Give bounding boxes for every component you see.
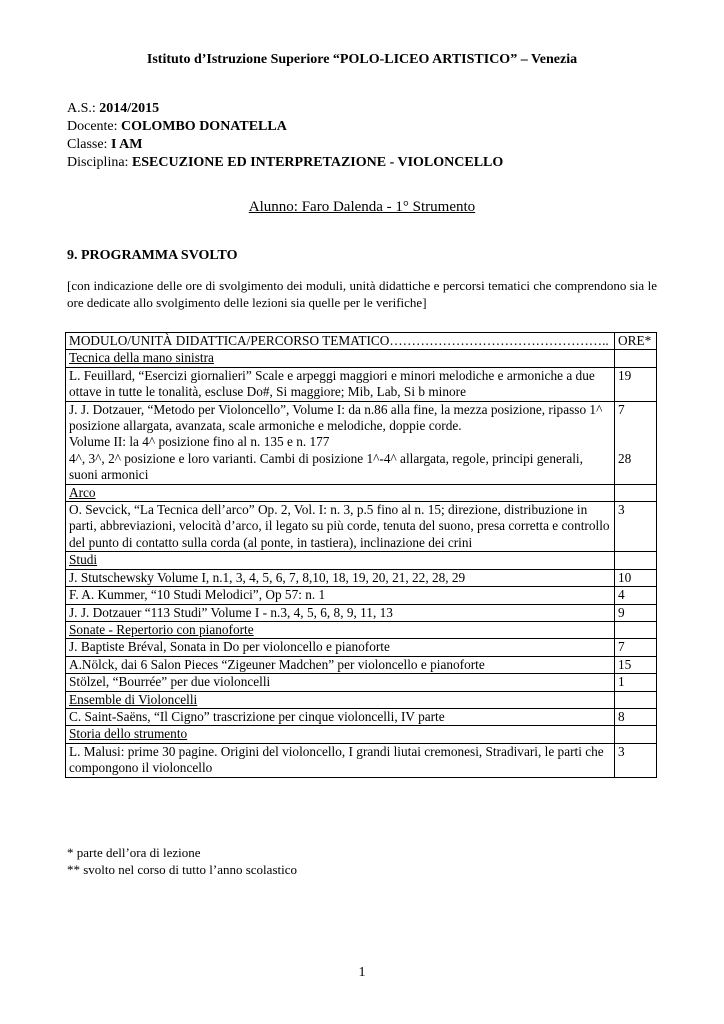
section-row <box>66 726 657 743</box>
hours-cell <box>615 726 657 743</box>
module-text: J. J. Dotzauer, “Metodo per Violoncello”, Volume I: da n.86 alla fine, la mezza posizione, ripasso 1^ posizione allargata, avanzata, scale armoniche e melodiche, doppie corde. <box>69 401 603 434</box>
table-row <box>66 743 657 777</box>
module-cell: O. Sevcick, “La Tecnica dell’arco” Op. 2, Vol. I: n. 3, p.5 fino al n. 15; direzione, distribuzione in parti, abbreviazioni, velocità d’arco, il legato su più corde, tenuta del suono, presa corretta e controllo del punto di contatto sulla corda (al ponte, in tastiera), inclinazione dei crini <box>66 502 615 552</box>
section-title: 9. PROGRAMMA SVOLTO <box>67 248 238 263</box>
section-heading: Ensemble di Violoncelli <box>66 691 615 708</box>
hours-column-header: ORE* <box>615 333 657 350</box>
hours-cell: 7 <box>615 639 657 656</box>
section-row <box>66 350 657 367</box>
table-row <box>66 401 657 484</box>
section-heading: Tecnica della mano sinistra <box>66 350 615 367</box>
table-header-row <box>66 333 657 350</box>
subject-line <box>67 154 503 172</box>
institute-header: Istituto d’Istruzione Superiore “POLO-LICEO ARTISTICO” – Venezia <box>146 52 578 67</box>
teacher-value: COLOMBO DONATELLA <box>121 119 287 134</box>
hours-cell: 8 <box>615 708 657 725</box>
legend <box>67 845 297 878</box>
teacher-label: Docente: <box>67 119 118 134</box>
module-cell: A.Nölck, dai 6 Salon Pieces “Zigeuner Madchen” per violoncello e pianoforte <box>66 656 615 673</box>
class-line <box>67 136 503 154</box>
module-text-continued: Volume II: la 4^ posizione fino al n. 135 e n. 177 4^, 3^, 2^ posizione e loro varianti. Cambi di posizione 1^-4^ allargata, regole, principi generali, suoni armonici <box>69 434 583 483</box>
hours-cell <box>615 621 657 638</box>
hours-cell: 3 <box>615 743 657 777</box>
section-heading: Storia dello strumento <box>66 726 615 743</box>
hours-value: 7 <box>618 401 625 417</box>
hours-cell: 3 <box>615 502 657 552</box>
section-row <box>66 691 657 708</box>
hours-cell <box>615 401 657 484</box>
module-cell: J. Stutschewsky Volume I, n.1, 3, 4, 5, 6, 7, 8,10, 18, 19, 20, 21, 22, 28, 29 <box>66 569 615 586</box>
module-cell: J. Baptiste Bréval, Sonata in Do per violoncello e pianoforte <box>66 639 615 656</box>
section-row <box>66 552 657 569</box>
student-heading: Alunno: Faro Dalenda - 1° Strumento <box>248 199 476 215</box>
class-label: Classe: <box>67 137 108 152</box>
table-row <box>66 639 657 656</box>
table-row <box>66 502 657 552</box>
teacher-line <box>67 118 503 136</box>
hours-cell: 15 <box>615 656 657 673</box>
table-row <box>66 708 657 725</box>
hours-cell <box>615 350 657 367</box>
hours-cell: 1 <box>615 674 657 691</box>
subject-value: ESECUZIONE ED INTERPRETAZIONE - VIOLONCELLO <box>131 155 504 170</box>
hours-cell <box>615 552 657 569</box>
section-note: [con indicazione delle ore di svolgimento dei moduli, unità didattiche e percorsi tematici che comprendono sia le ore dedicate allo svolgimento delle lezioni sia quelle per le verifiche] <box>67 278 657 310</box>
module-cell: F. A. Kummer, “10 Studi Melodici”, Op 57: n. 1 <box>66 587 615 604</box>
module-cell <box>66 401 615 484</box>
page-number: 1 <box>358 965 366 980</box>
program-table <box>65 332 657 778</box>
table-row <box>66 367 657 401</box>
legend-item: * parte dell’ora di lezione <box>67 845 201 860</box>
module-cell: C. Saint-Saëns, “Il Cigno” trascrizione per cinque violoncelli, IV parte <box>66 708 615 725</box>
subject-label: Disciplina: <box>67 155 129 170</box>
course-info <box>67 100 503 172</box>
school-year-value: 2014/2015 <box>99 101 160 116</box>
table-row <box>66 604 657 621</box>
module-column-header: MODULO/UNITÀ DIDATTICA/PERCORSO TEMATICO………………………………………….. <box>66 333 615 350</box>
module-cell: L. Feuillard, “Esercizi giornalieri” Scale e arpeggi maggiori e minori melodiche e armoniche a due ottave in tutte le tonalità, escluse Do#, Si maggiore; Mib, Lab, Si b minore <box>66 367 615 401</box>
hours-cell: 10 <box>615 569 657 586</box>
hours-cell <box>615 484 657 501</box>
module-cell: Stölzel, “Bourrée” per due violoncelli <box>66 674 615 691</box>
table-row <box>66 569 657 586</box>
module-cell: L. Malusi: prime 30 pagine. Origini del violoncello, I grandi liutai cremonesi, Stradivari, le parti che compongono il violoncello <box>66 743 615 777</box>
hours-cell: 4 <box>615 587 657 604</box>
hours-cell <box>615 691 657 708</box>
table-row <box>66 587 657 604</box>
section-heading: Studi <box>66 552 615 569</box>
section-row <box>66 621 657 638</box>
class-value: I AM <box>110 137 143 152</box>
school-year-line <box>67 100 503 118</box>
hours-cell: 19 <box>615 367 657 401</box>
school-year-label: A.S.: <box>67 101 96 116</box>
legend-item: ** svolto nel corso di tutto l’anno scolastico <box>67 861 297 877</box>
section-heading: Arco <box>66 484 615 501</box>
section-row <box>66 484 657 501</box>
hours-cell: 9 <box>615 604 657 621</box>
hours-value: 28 <box>618 450 632 466</box>
table-row <box>66 656 657 673</box>
section-heading: Sonate - Repertorio con pianoforte <box>66 621 615 638</box>
module-cell: J. J. Dotzauer “113 Studi” Volume I - n.3, 4, 5, 6, 8, 9, 11, 13 <box>66 604 615 621</box>
table-row <box>66 674 657 691</box>
